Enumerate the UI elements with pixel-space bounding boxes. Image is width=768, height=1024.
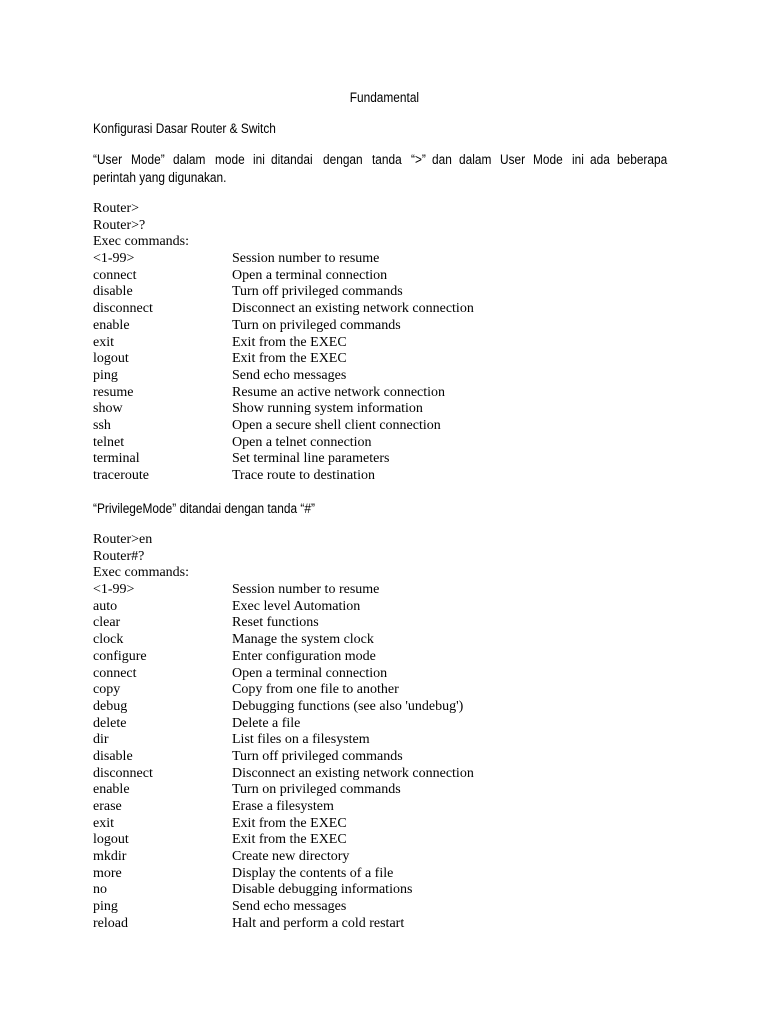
command-description: Open a terminal connection xyxy=(232,665,388,681)
paragraph-word: “>” xyxy=(410,152,426,167)
command-name: logout xyxy=(93,832,129,848)
command-name: delete xyxy=(93,715,127,731)
command-name: more xyxy=(93,865,122,881)
command-description: Debugging functions (see also 'undebug') xyxy=(232,698,464,714)
command-description: Exit from the EXEC xyxy=(232,334,347,350)
command-description: Disconnect an existing network connection xyxy=(232,301,474,317)
command-description: Set terminal line parameters xyxy=(232,451,390,467)
command-description: Trace route to destination xyxy=(232,468,375,483)
command-name: <1-99> xyxy=(93,582,135,598)
command-description: Disconnect an existing network connection xyxy=(232,765,474,781)
paragraph-word: mode xyxy=(214,152,245,167)
command-description: Create new directory xyxy=(232,849,350,865)
command-description: Turn on privileged commands xyxy=(232,782,401,798)
command-name: reload xyxy=(93,915,128,931)
paragraph-word: dalam xyxy=(459,152,492,167)
paragraph-word: ada xyxy=(589,152,610,167)
command-description: List files on a filesystem xyxy=(232,732,370,748)
command-name: auto xyxy=(93,598,118,614)
command-description: Erase a filesystem xyxy=(232,799,334,814)
command-name: debug xyxy=(93,698,128,714)
page-title: Fundamental xyxy=(349,90,419,105)
command-name: terminal xyxy=(93,451,140,467)
user-mode-paragraph-line2: perintah yang digunakan. xyxy=(93,170,227,185)
command-description: Open a terminal connection xyxy=(232,267,388,283)
command-description: Show running system information xyxy=(232,401,423,417)
paragraph-word: tanda xyxy=(372,152,403,167)
command-name: clear xyxy=(93,615,121,631)
command-description: Session number to resume xyxy=(232,582,380,598)
paragraph-word: Mode xyxy=(533,152,564,167)
command-description: Send echo messages xyxy=(232,899,347,915)
command-description: Exit from the EXEC xyxy=(232,351,347,367)
command-description: Halt and perform a cold restart xyxy=(232,915,405,931)
paragraph-word: dengan xyxy=(322,152,363,167)
command-name: telnet xyxy=(93,434,125,450)
user-mode-paragraph xyxy=(93,151,674,187)
command-description: Disable debugging informations xyxy=(232,882,413,898)
paragraph-word: ditandai xyxy=(270,152,313,167)
command-description: Delete a file xyxy=(232,715,301,731)
command-name: dir xyxy=(93,732,109,748)
prompt-text: Router>? xyxy=(93,217,146,233)
paragraph-word: “User xyxy=(93,152,123,167)
command-name: disable xyxy=(93,748,133,764)
prompt-text: Exec commands: xyxy=(93,565,190,581)
command-name: no xyxy=(93,882,107,898)
paragraph-word: beberapa xyxy=(616,152,667,167)
command-name: connect xyxy=(93,665,137,681)
command-name: exit xyxy=(93,334,114,350)
command-description: Reset functions xyxy=(232,615,319,631)
page-title-container xyxy=(0,89,768,107)
prompt-text: Router> xyxy=(93,201,139,216)
command-name: logout xyxy=(93,351,129,367)
command-description: Exit from the EXEC xyxy=(232,832,347,848)
command-description: Turn off privileged commands xyxy=(232,748,403,764)
prompt-text: Router#? xyxy=(93,548,145,564)
command-name: copy xyxy=(93,682,121,698)
command-description: Exec level Automation xyxy=(232,598,361,614)
section-heading: Konfigurasi Dasar Router & Switch xyxy=(93,121,276,136)
privilege-mode-paragraph: “PrivilegeMode” ditandai dengan tanda “#” xyxy=(93,501,315,516)
command-description: Resume an active network connection xyxy=(232,384,446,400)
command-name: configure xyxy=(93,648,147,664)
command-name: disable xyxy=(93,284,133,300)
paragraph-word: dalam xyxy=(173,152,206,167)
command-description: Enter configuration mode xyxy=(232,648,376,664)
command-name: exit xyxy=(93,815,114,831)
command-description: Open a secure shell client connection xyxy=(232,417,441,433)
command-name: traceroute xyxy=(93,468,149,483)
command-description: Open a telnet connection xyxy=(232,434,372,450)
command-description: Display the contents of a file xyxy=(232,865,394,881)
user-mode-paragraph-line1 xyxy=(93,151,674,169)
command-description: Turn on privileged commands xyxy=(232,317,401,333)
paragraph-word: ini xyxy=(571,152,584,167)
command-description: Copy from one file to another xyxy=(232,682,399,698)
command-name: clock xyxy=(93,632,124,648)
command-description: Session number to resume xyxy=(232,251,380,267)
command-name: <1-99> xyxy=(93,251,135,267)
command-description: Manage the system clock xyxy=(232,632,374,648)
command-name: ping xyxy=(93,899,118,915)
command-name: mkdir xyxy=(93,849,127,865)
command-name: erase xyxy=(93,799,122,814)
command-name: disconnect xyxy=(93,301,153,317)
paragraph-word: ini xyxy=(252,152,265,167)
command-name: ssh xyxy=(93,417,111,433)
prompt-text: Router>en xyxy=(93,532,153,547)
command-name: disconnect xyxy=(93,765,153,781)
command-name: connect xyxy=(93,267,137,283)
command-name: enable xyxy=(93,317,130,333)
paragraph-word: User xyxy=(500,152,526,167)
command-name: resume xyxy=(93,384,134,400)
command-description: Send echo messages xyxy=(232,367,347,383)
command-description: Turn off privileged commands xyxy=(232,284,403,300)
paragraph-word: Mode” xyxy=(130,152,165,167)
command-description: Exit from the EXEC xyxy=(232,815,347,831)
paragraph-word: dan xyxy=(432,152,452,167)
command-name: enable xyxy=(93,782,130,798)
command-name: show xyxy=(93,401,123,417)
prompt-text: Exec commands: xyxy=(93,234,190,250)
command-name: ping xyxy=(93,367,118,383)
